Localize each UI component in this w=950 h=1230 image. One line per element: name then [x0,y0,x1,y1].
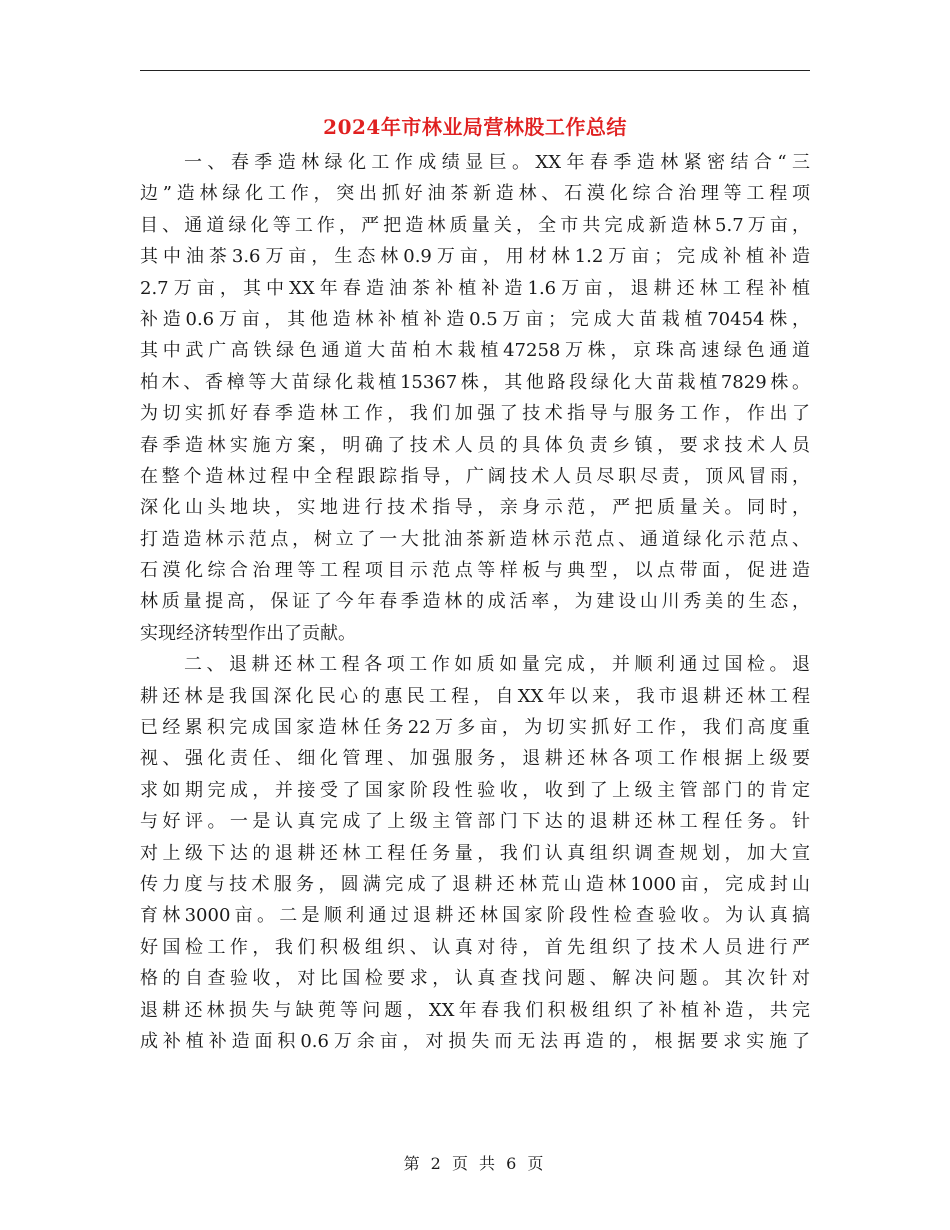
text-line: 边”造林绿化工作，突出抓好油茶新造林、石漠化综合治理等工程项 [140,183,810,205]
text-line: 在整个造林过程中全程跟踪指导，广阔技术人员尽职尽责，顶风冒雨， [140,465,810,487]
paragraph-2 [140,649,810,1057]
text-line: 深化山头地块，实地进行技术指导，亲身示范，严把质量关。同时， [140,497,810,519]
text-line: 传力度与技术服务，圆满完成了退耕还林荒山造林1000亩，完成封山 [140,873,810,895]
text-line: 二、退耕还林工程各项工作如质如量完成，并顺利通过国检。退 [184,654,810,676]
text-line: 成补植补造面积0.6万余亩，对损失而无法再造的，根据要求实施了 [140,1030,810,1052]
text-line: 打造造林示范点，树立了一大批油茶新造林示范点、通道绿化示范点、 [140,528,810,550]
text-line: 目、通道绿化等工作，严把造林质量关，全市共完成新造林5.7万亩， [140,214,810,236]
header-rule [140,70,810,71]
text-line: 补造0.6万亩，其他造林补植补造0.5万亩；完成大苗栽植70454株， [140,308,810,330]
text-line: 石漠化综合治理等工程项目示范点等样板与典型，以点带面，促进造 [140,560,810,582]
paragraph-1 [140,147,810,649]
text-line: 退耕还林损失与缺蔸等问题，XX年春我们积极组织了补植补造，共完 [140,999,810,1021]
text-line: 耕还林是我国深化民心的惠民工程，自XX年以来，我市退耕还林工程 [140,685,810,707]
text-line: 春季造林实施方案，明确了技术人员的具体负责乡镇，要求技术人员 [140,434,810,456]
text-line: 2.7万亩，其中XX年春造油茶补植补造1.6万亩，退耕还林工程补植 [140,277,810,299]
text-line: 其中武广高铁绿色通道大苗柏木栽植47258万株，京珠高速绿色通道 [140,340,810,362]
document-body [140,147,810,1057]
text-line: 其中油茶3.6万亩，生态林0.9万亩，用材林1.2万亩；完成补植补造 [140,246,810,268]
page-number-footer: 第 2 页 共 6 页 [403,1154,547,1173]
text-line: 格的自查验收，对比国检要求，认真查找问题、解决问题。其次针对 [140,968,810,990]
document-title: 2024年市林业局营林股工作总结 [323,115,627,139]
text-line: 与好评。一是认真完成了上级主管部门下达的退耕还林工程任务。针 [140,811,810,833]
text-line: 已经累积完成国家造林任务22万多亩，为切实抓好工作，我们高度重 [140,717,810,739]
text-line: 实现经济转型作出了贡献。 [140,622,356,644]
text-line: 林质量提高，保证了今年春季造林的成活率，为建设山川秀美的生态， [140,591,810,613]
text-line: 对上级下达的退耕还林工程任务量，我们认真组织调查规划，加大宣 [140,842,810,864]
text-line: 求如期完成，并接受了国家阶段性验收，收到了上级主管部门的肯定 [140,779,810,801]
text-line: 柏木、香樟等大苗绿化栽植15367株，其他路段绿化大苗栽植7829株。 [140,371,810,393]
text-line: 育林3000亩。二是顺利通过退耕还林国家阶段性检查验收。为认真搞 [140,905,810,927]
text-line: 一、春季造林绿化工作成绩显巨。XX年春季造林紧密结合“三 [184,152,810,173]
text-line: 视、强化责任、细化管理、加强服务，退耕还林各项工作根据上级要 [140,748,810,770]
text-line: 好国检工作，我们积极组织、认真对待，首先组织了技术人员进行严 [140,936,810,958]
text-line: 为切实抓好春季造林工作，我们加强了技术指导与服务工作，作出了 [140,403,810,425]
